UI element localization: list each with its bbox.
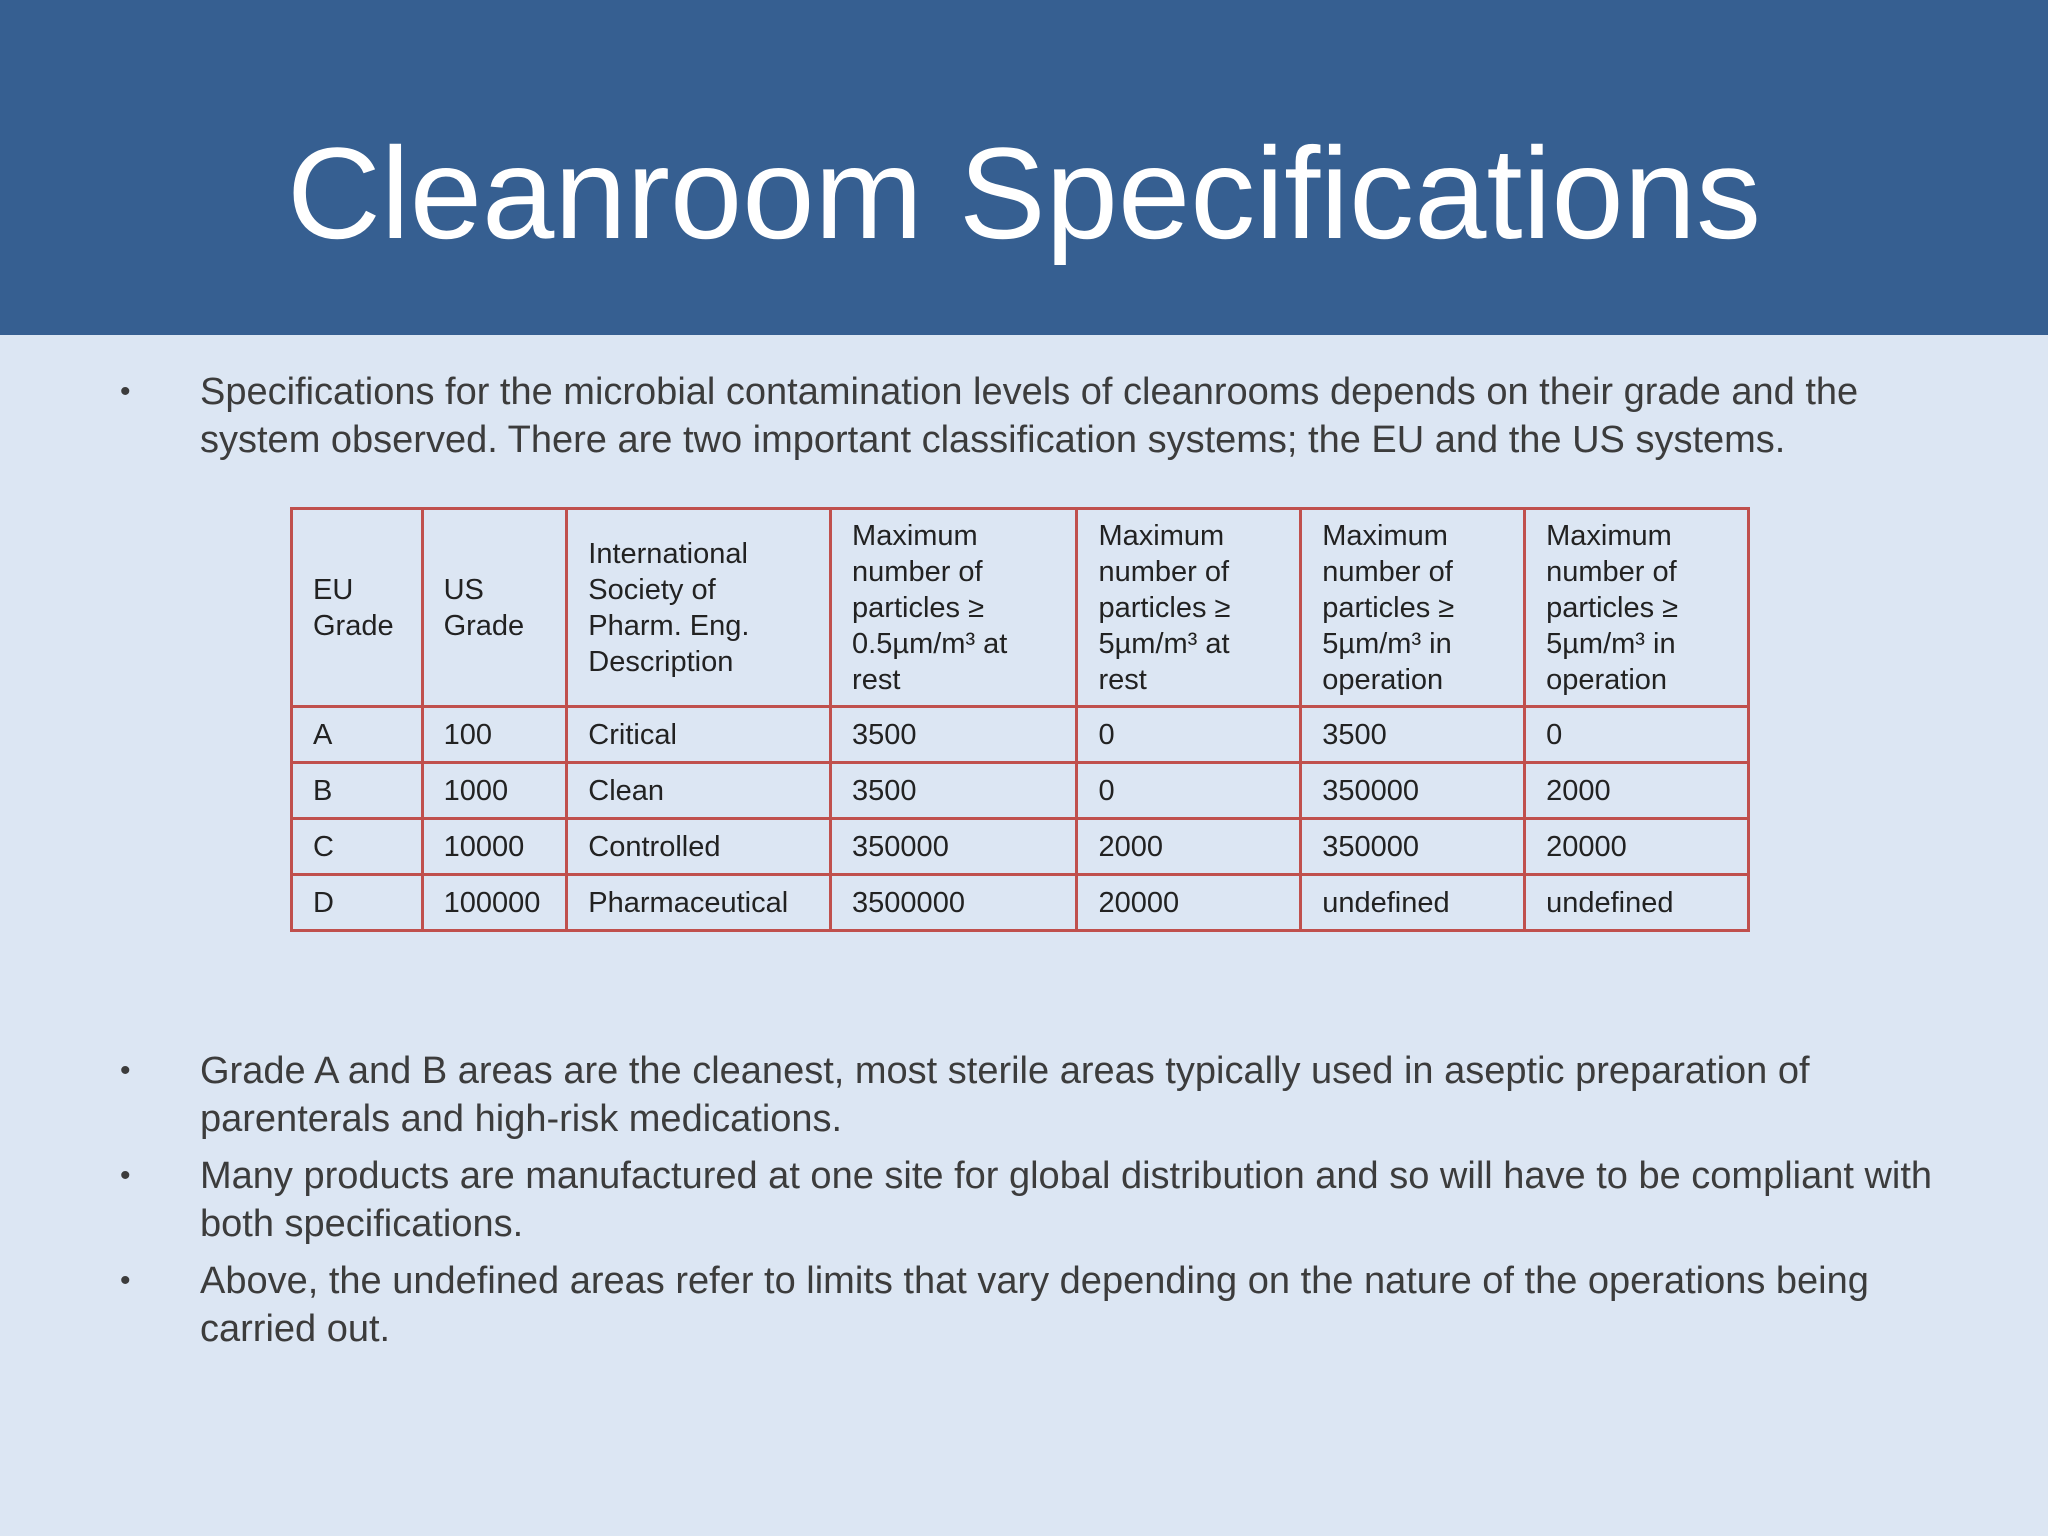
cell-particles-5-operation-2: undefined [1525, 875, 1749, 931]
cell-eu-grade: A [292, 707, 423, 763]
intro-bullet-list [120, 368, 1960, 464]
header-particles-5-operation-2: Maximum number of particles ≥ 5µm/m³ in operation [1525, 509, 1749, 707]
cell-particles-5-operation: 350000 [1301, 819, 1525, 875]
cell-particles-05-rest: 3500000 [831, 875, 1077, 931]
cell-particles-5-rest: 20000 [1077, 875, 1301, 931]
header-particles-5-operation: Maximum number of particles ≥ 5µm/m³ in operation [1301, 509, 1525, 707]
cell-particles-5-operation: undefined [1301, 875, 1525, 931]
header-ispe-description: International Society of Pharm. Eng. Description [567, 509, 831, 707]
cell-us-grade: 100 [422, 707, 567, 763]
cell-us-grade: 100000 [422, 875, 567, 931]
header-eu-grade: EU Grade [292, 509, 423, 707]
table-row [292, 763, 1749, 819]
cell-particles-5-operation-2: 2000 [1525, 763, 1749, 819]
bullet-text: Many products are manufactured at one site for global distribution and so will have to be compliant with both specifications. [200, 1155, 1933, 1245]
table-row [292, 875, 1749, 931]
cell-eu-grade: C [292, 819, 423, 875]
cell-description: Controlled [567, 819, 831, 875]
table-header-row [292, 509, 1749, 707]
bullet-item [120, 1152, 1960, 1248]
bullet-icon: • [120, 1264, 131, 1297]
cell-particles-5-operation: 3500 [1301, 707, 1525, 763]
bullet-text: Grade A and B areas are the cleanest, most sterile areas typically used in aseptic preparation of parenterals and high-risk medications. [200, 1050, 1810, 1140]
cell-particles-5-rest: 0 [1077, 707, 1301, 763]
cell-particles-05-rest: 3500 [831, 707, 1077, 763]
cell-particles-05-rest: 3500 [831, 763, 1077, 819]
cell-particles-5-operation-2: 0 [1525, 707, 1749, 763]
bullet-icon: • [120, 1159, 131, 1192]
cell-description: Critical [567, 707, 831, 763]
cell-description: Pharmaceutical [567, 875, 831, 931]
bullet-text: Specifications for the microbial contamination levels of cleanrooms depends on their grade and the system observed. There are two important classification systems; the EU and the US systems. [200, 371, 1859, 461]
bullet-icon: • [120, 1054, 131, 1087]
cell-particles-05-rest: 350000 [831, 819, 1077, 875]
summary-bullet-list [120, 1047, 1960, 1353]
header-particles-5-rest: Maximum number of particles ≥ 5µm/m³ at rest [1077, 509, 1301, 707]
cleanroom-spec-table [290, 507, 1750, 932]
cell-us-grade: 1000 [422, 763, 567, 819]
cell-eu-grade: B [292, 763, 423, 819]
cell-us-grade: 10000 [422, 819, 567, 875]
cell-particles-5-rest: 2000 [1077, 819, 1301, 875]
cell-eu-grade: D [292, 875, 423, 931]
header-us-grade: US Grade [422, 509, 567, 707]
header-particles-05-rest: Maximum number of particles ≥ 0.5µm/m³ at rest [831, 509, 1077, 707]
slide-title: Cleanroom Specifications [286, 120, 1762, 266]
cell-particles-5-rest: 0 [1077, 763, 1301, 819]
table-row [292, 819, 1749, 875]
bullet-icon: • [120, 375, 131, 408]
cell-description: Clean [567, 763, 831, 819]
bullet-item [120, 368, 1960, 464]
bullet-text: Above, the undefined areas refer to limits that vary depending on the nature of the operations being carried out. [200, 1260, 1869, 1350]
bullet-item [120, 1047, 1960, 1143]
cell-particles-5-operation: 350000 [1301, 763, 1525, 819]
table-row [292, 707, 1749, 763]
bullet-item [120, 1257, 1960, 1353]
cell-particles-5-operation-2: 20000 [1525, 819, 1749, 875]
